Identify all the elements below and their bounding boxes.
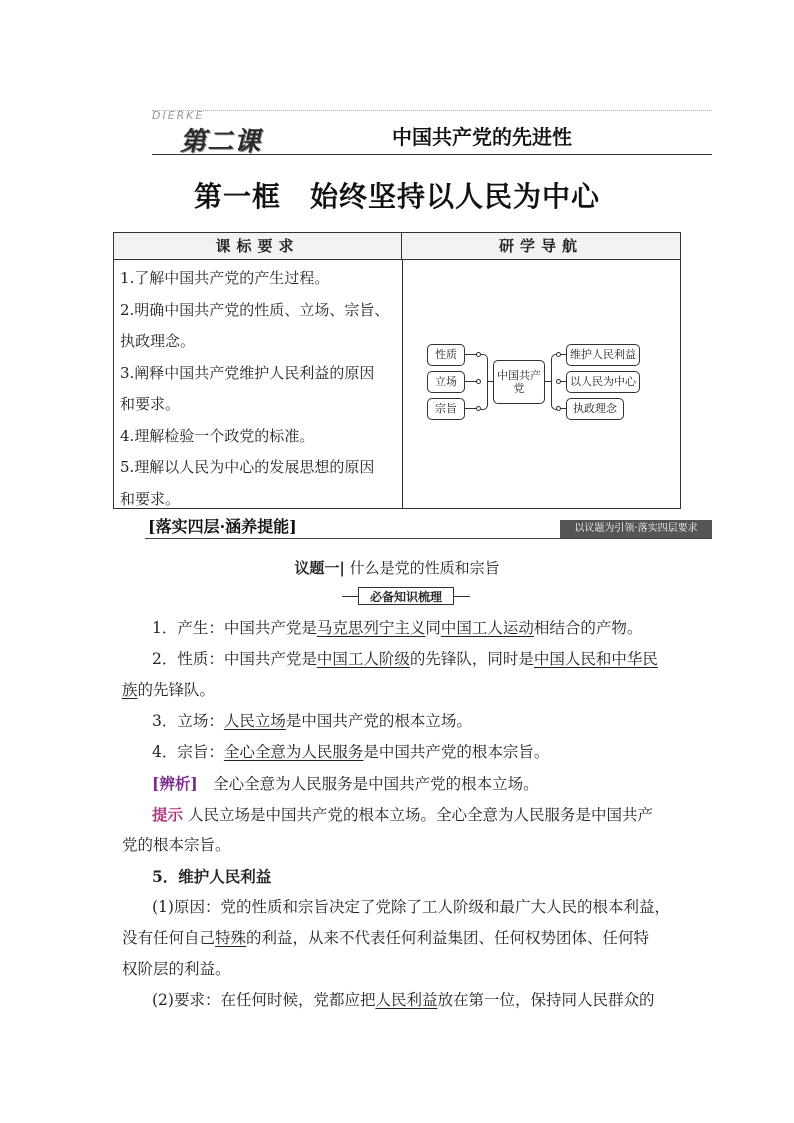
- section-rule: [145, 538, 712, 539]
- header-bottom-rule: [152, 154, 712, 155]
- goal-line: 1.了解中国共产党的产生过程。: [120, 269, 330, 287]
- hint-line1: 提示 人民立场是中国共产党的根本立场。全心全意为人民服务是中国共产: [152, 805, 653, 824]
- goals-list: [120, 263, 398, 515]
- hint-tag: 提示: [152, 805, 184, 824]
- item-nature-line2: 族的先锋队。: [122, 681, 216, 699]
- interests-reason-line2: 没有任何自己特殊的利益，从来不代表任何利益集团、任何权势团体、任何特: [122, 929, 650, 947]
- item-purpose: 4．宗旨：全心全意为人民服务是中国共产党的根本宗旨。: [152, 743, 550, 761]
- mindmap-bracket: [481, 354, 488, 410]
- interests-reason-line1: (1)原因：党的性质和宗旨决定了党除了工人阶级和最广大人民的根本利益，: [152, 898, 670, 916]
- topic-label: 议题一|: [294, 559, 345, 577]
- header-top-rule: [152, 110, 712, 111]
- table-header-navigation: 研学导航: [402, 233, 680, 260]
- goal-line: 5.理解以人民为中心的发展思想的原因: [120, 458, 375, 476]
- topic-heading: [0, 557, 794, 578]
- item-origin: 1．产生：中国共产党是马克思列宁主义同中国工人运动相结合的产物。: [152, 619, 643, 637]
- mindmap-node-governance: 执政理念: [566, 398, 624, 420]
- goal-line: 2.明确中国共产党的性质、立场、宗旨、: [120, 300, 390, 319]
- topic-text: 什么是党的性质和宗旨: [349, 559, 500, 577]
- mindmap-center-party: 中国共产党: [493, 360, 545, 404]
- section-title: [落实四层·涵养提能]: [148, 517, 297, 536]
- lesson-label: 第二课: [180, 127, 262, 157]
- requirements-table: [113, 232, 681, 509]
- goal-line: 执政理念。: [120, 332, 196, 350]
- knowledge-label: 必备知识梳理: [358, 587, 454, 605]
- lesson-title: 中国共产党的先进性: [392, 125, 572, 149]
- item-nature-line1: 2．性质：中国共产党是中国工人阶级的先锋队，同时是中国人民和中华民: [152, 650, 658, 668]
- hint-line2: 党的根本宗旨。: [122, 836, 231, 854]
- item-interests-title: 5．维护人民利益: [152, 867, 272, 886]
- header-latin-label: DIERKE: [152, 109, 205, 122]
- mindmap-node-people-centered: 以人民为中心: [566, 371, 640, 393]
- mindmap-node-nature: 性质: [427, 344, 465, 366]
- table-column-divider: [402, 260, 403, 508]
- mindmap-node-interests: 维护人民利益: [566, 344, 640, 366]
- goal-line: 和要求。: [120, 395, 181, 413]
- mindmap-node-stance: 立场: [427, 371, 465, 393]
- interests-requirement-line1: (2)要求：在任何时候，党都应把人民利益放在第一位，保持同人民群众的: [152, 991, 655, 1009]
- mindmap-node-purpose: 宗旨: [427, 398, 465, 420]
- knowledge-label-rule-left: [342, 596, 358, 597]
- item-stance: 3．立场：人民立场是中国共产党的根本立场。: [152, 712, 472, 730]
- discrimination-tag: [辨析]: [152, 774, 198, 793]
- interests-reason-line3: 权阶层的利益。: [122, 960, 231, 978]
- goal-line: 4.理解检验一个政党的标准。: [120, 426, 315, 445]
- page-title: 第一框 始终坚持以人民为中心: [193, 180, 600, 213]
- table-header-requirements: 课标要求: [114, 233, 402, 260]
- discrimination-item: [辨析] 全心全意为人民服务是中国共产党的根本立场。: [152, 774, 539, 793]
- goal-line: 3.阐释中国共产党维护人民利益的原因: [120, 363, 375, 382]
- section-tag: 以议题为引领·落实四层要求: [560, 520, 712, 538]
- knowledge-label-rule-right: [454, 596, 470, 597]
- goal-line: 和要求。: [120, 489, 181, 508]
